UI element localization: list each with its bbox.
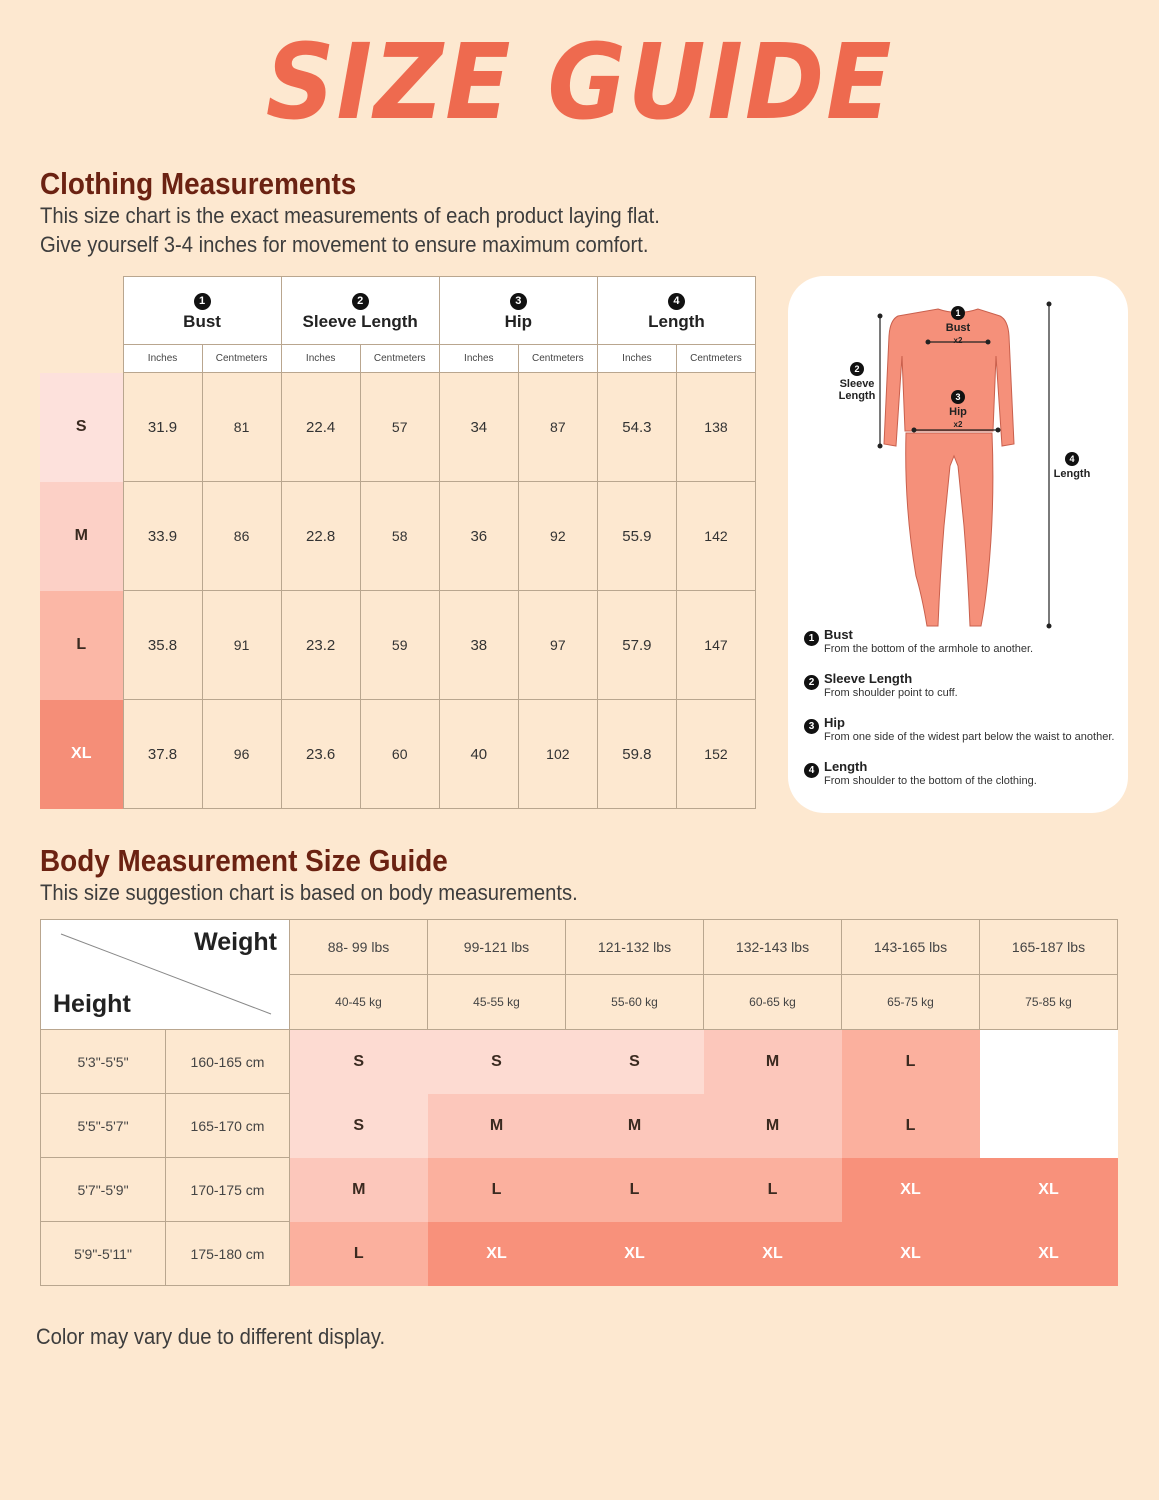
sleeve-label: Sleeve <box>839 378 875 390</box>
value-centimeters: 81 <box>202 373 281 482</box>
clothing-measurements-table <box>40 276 756 809</box>
hip-label: Hip <box>949 406 967 418</box>
size-label: XL <box>40 700 123 809</box>
weight-lbs: 88- 99 lbs <box>290 920 428 975</box>
table-row <box>41 1222 1118 1286</box>
table-corner <box>40 277 123 373</box>
col-header-label: Bust <box>183 312 221 331</box>
color-disclaimer: Color may vary due to different display. <box>36 1324 386 1349</box>
value-inches: 23.6 <box>281 700 360 809</box>
unit-inches: Inches <box>123 345 202 373</box>
unit-centimeters: Centmeters <box>518 345 597 373</box>
value-centimeters: 57 <box>360 373 439 482</box>
value-inches: 54.3 <box>597 373 676 482</box>
table-row <box>41 1158 1118 1222</box>
col-header-label: Sleeve Length <box>302 312 418 331</box>
recommended-size: S <box>428 1030 566 1094</box>
table-row <box>40 373 756 482</box>
diagram-label-length <box>1050 452 1094 480</box>
weight-label: Weight <box>194 928 277 956</box>
number-2-icon: 2 <box>352 293 369 310</box>
value-centimeters: 87 <box>518 373 597 482</box>
size-label: M <box>40 482 123 591</box>
legend-name: Bust <box>824 627 853 642</box>
value-inches: 31.9 <box>123 373 202 482</box>
col-header-bust <box>123 277 281 345</box>
value-inches: 55.9 <box>597 482 676 591</box>
legend-desc: From the bottom of the armhole to another. <box>824 643 1034 655</box>
unit-centimeters: Centmeters <box>202 345 281 373</box>
value-inches: 40 <box>439 700 518 809</box>
recommended-size: XL <box>566 1222 704 1286</box>
recommended-size: L <box>842 1030 980 1094</box>
recommended-size: L <box>290 1222 428 1286</box>
recommended-size: XL <box>842 1158 980 1222</box>
number-3-icon: 3 <box>951 390 965 404</box>
value-inches: 33.9 <box>123 482 202 591</box>
bust-multiplier: x2 <box>953 336 963 345</box>
value-inches: 35.8 <box>123 591 202 700</box>
clothing-desc-1: This size chart is the exact measurements of each product laying flat. <box>40 203 660 228</box>
recommended-size <box>980 1030 1118 1094</box>
value-inches: 59.8 <box>597 700 676 809</box>
weight-height-corner <box>41 920 290 1030</box>
col-header-sleeve-length <box>281 277 439 345</box>
height-ft: 5'7"-5'9" <box>41 1158 166 1222</box>
number-3-icon: 3 <box>804 719 819 734</box>
number-4-icon: 4 <box>668 293 685 310</box>
number-3-icon: 3 <box>510 293 527 310</box>
value-centimeters: 97 <box>518 591 597 700</box>
weight-kg: 55-60 kg <box>566 975 704 1030</box>
recommended-size: M <box>428 1094 566 1158</box>
number-2-icon: 2 <box>804 675 819 690</box>
length-label: Length <box>1053 468 1091 480</box>
body-desc: This size suggestion chart is based on body measurements. <box>40 880 578 905</box>
legend-item <box>804 716 1114 744</box>
value-inches: 22.4 <box>281 373 360 482</box>
recommended-size: XL <box>980 1158 1118 1222</box>
measurement-diagram-card <box>788 276 1128 813</box>
col-header-label: Hip <box>504 312 532 331</box>
height-ft: 5'9"-5'11" <box>41 1222 166 1286</box>
value-centimeters: 147 <box>676 591 755 700</box>
unit-centimeters: Centmeters <box>360 345 439 373</box>
table-row <box>40 482 756 591</box>
recommended-size: M <box>704 1030 842 1094</box>
diagram-label-sleeve-length <box>832 362 882 402</box>
value-centimeters: 58 <box>360 482 439 591</box>
value-centimeters: 96 <box>202 700 281 809</box>
number-4-icon: 4 <box>1065 452 1079 466</box>
value-inches: 22.8 <box>281 482 360 591</box>
table-row <box>41 1030 1118 1094</box>
value-inches: 23.2 <box>281 591 360 700</box>
value-centimeters: 91 <box>202 591 281 700</box>
height-cm: 160-165 cm <box>166 1030 290 1094</box>
height-cm: 175-180 cm <box>166 1222 290 1286</box>
recommended-size: L <box>842 1094 980 1158</box>
legend-item <box>804 760 1037 788</box>
unit-inches: Inches <box>597 345 676 373</box>
body-size-table <box>40 919 1118 1286</box>
recommended-size: S <box>290 1094 428 1158</box>
value-centimeters: 152 <box>676 700 755 809</box>
weight-kg: 60-65 kg <box>704 975 842 1030</box>
weight-kg: 45-55 kg <box>428 975 566 1030</box>
value-centimeters: 92 <box>518 482 597 591</box>
legend-desc: From one side of the widest part below the waist to another. <box>824 731 1115 743</box>
legend-desc: From shoulder to the bottom of the clothing. <box>824 775 1037 787</box>
value-centimeters: 138 <box>676 373 755 482</box>
unit-centimeters: Centmeters <box>676 345 755 373</box>
diagram-label-bust <box>940 306 976 347</box>
weight-kg: 40-45 kg <box>290 975 428 1030</box>
value-centimeters: 60 <box>360 700 439 809</box>
value-inches: 57.9 <box>597 591 676 700</box>
value-centimeters: 86 <box>202 482 281 591</box>
table-row <box>41 1094 1118 1158</box>
recommended-size: S <box>290 1030 428 1094</box>
legend-item <box>804 672 958 700</box>
weight-lbs: 121-132 lbs <box>566 920 704 975</box>
clothing-heading: Clothing Measurements <box>40 166 357 201</box>
recommended-size: L <box>428 1158 566 1222</box>
unit-inches: Inches <box>439 345 518 373</box>
table-row <box>40 700 756 809</box>
legend-desc: From shoulder point to cuff. <box>824 687 958 699</box>
number-1-icon: 1 <box>194 293 211 310</box>
weight-kg: 65-75 kg <box>842 975 980 1030</box>
col-header-hip <box>439 277 597 345</box>
legend-name: Sleeve Length <box>824 671 913 686</box>
size-label: S <box>40 373 123 482</box>
sleeve-label-2: Length <box>838 390 876 402</box>
size-label: L <box>40 591 123 700</box>
legend-name: Hip <box>824 715 845 730</box>
table-row <box>40 591 756 700</box>
number-1-icon: 1 <box>951 306 965 320</box>
recommended-size: S <box>566 1030 704 1094</box>
height-cm: 170-175 cm <box>166 1158 290 1222</box>
value-inches: 37.8 <box>123 700 202 809</box>
value-centimeters: 102 <box>518 700 597 809</box>
legend-item <box>804 628 1033 656</box>
height-ft: 5'5"-5'7" <box>41 1094 166 1158</box>
col-header-length <box>597 277 755 345</box>
weight-lbs: 165-187 lbs <box>980 920 1118 975</box>
recommended-size: M <box>704 1094 842 1158</box>
recommended-size: XL <box>980 1222 1118 1286</box>
recommended-size: M <box>566 1094 704 1158</box>
recommended-size: XL <box>704 1222 842 1286</box>
height-ft: 5'3"-5'5" <box>41 1030 166 1094</box>
weight-lbs: 143-165 lbs <box>842 920 980 975</box>
height-label: Height <box>53 990 131 1018</box>
height-cm: 165-170 cm <box>166 1094 290 1158</box>
number-2-icon: 2 <box>850 362 864 376</box>
page-title: SIZE GUIDE <box>265 21 894 143</box>
value-centimeters: 142 <box>676 482 755 591</box>
value-inches: 38 <box>439 591 518 700</box>
weight-lbs: 99-121 lbs <box>428 920 566 975</box>
number-4-icon: 4 <box>804 763 819 778</box>
legend-name: Length <box>824 759 868 774</box>
value-inches: 34 <box>439 373 518 482</box>
col-header-label: Length <box>648 312 705 331</box>
diagram-label-hip <box>940 390 976 431</box>
unit-inches: Inches <box>281 345 360 373</box>
recommended-size: XL <box>842 1222 980 1286</box>
number-1-icon: 1 <box>804 631 819 646</box>
weight-kg: 75-85 kg <box>980 975 1118 1030</box>
recommended-size: L <box>704 1158 842 1222</box>
clothing-desc-2: Give yourself 3-4 inches for movement to ensure maximum comfort. <box>40 232 649 257</box>
weight-lbs: 132-143 lbs <box>704 920 842 975</box>
recommended-size: L <box>566 1158 704 1222</box>
bust-label: Bust <box>945 322 971 334</box>
body-heading: Body Measurement Size Guide <box>40 843 448 878</box>
value-inches: 36 <box>439 482 518 591</box>
value-centimeters: 59 <box>360 591 439 700</box>
hip-multiplier: x2 <box>953 420 963 429</box>
recommended-size <box>980 1094 1118 1158</box>
recommended-size: XL <box>428 1222 566 1286</box>
recommended-size: M <box>290 1158 428 1222</box>
